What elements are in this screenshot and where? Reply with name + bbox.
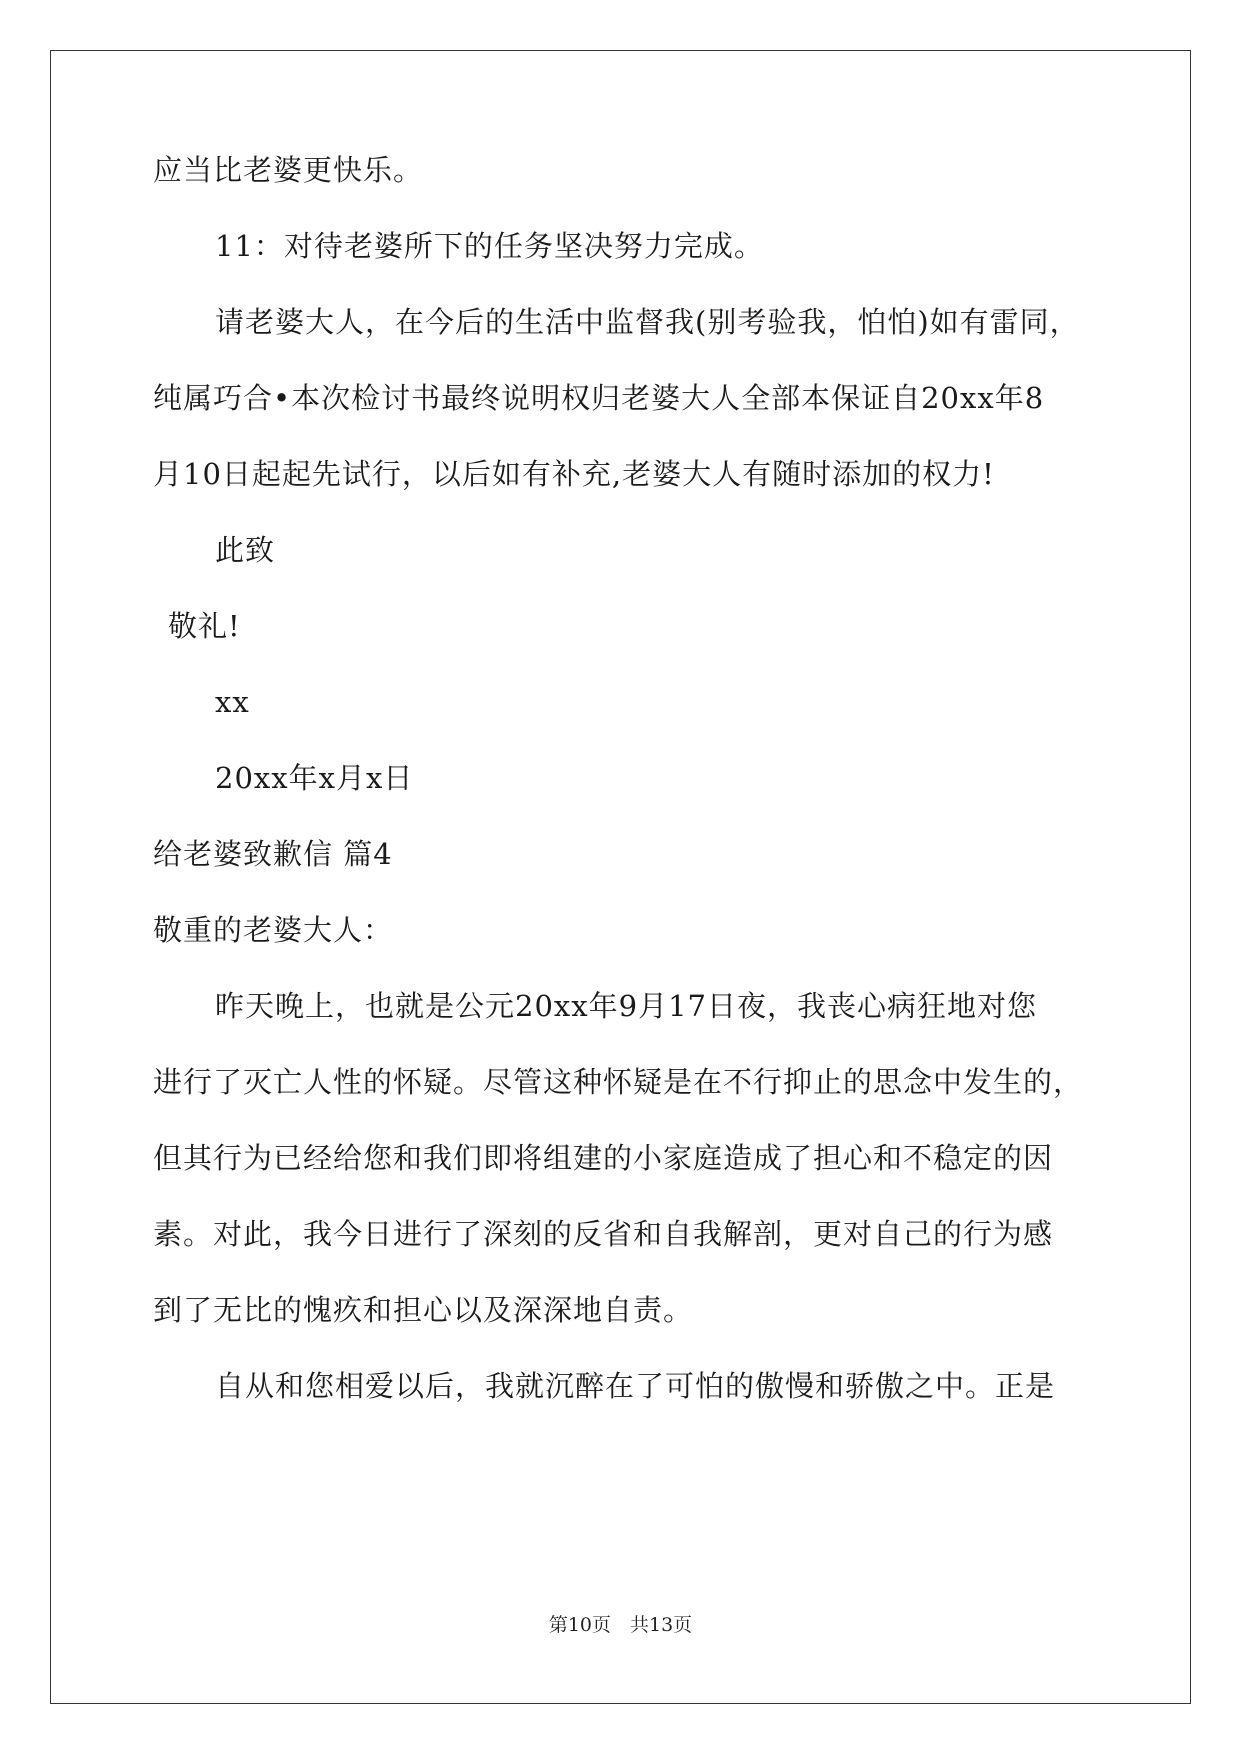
page-number-footer: 第10页 共13页 — [548, 1614, 693, 1636]
signature-date: 20xx年x月x日 — [215, 761, 414, 795]
page-border — [50, 50, 1191, 1704]
text-line: 到了无比的愧疚和担心以及深深地自责。 — [153, 1293, 694, 1327]
text-line: 应当比老婆更快乐。 — [153, 153, 424, 187]
text-line: 纯属巧合•本次检讨书最终说明权归老婆大人全部本保证自20xx年8 — [153, 381, 1045, 415]
text-line: 11：对待老婆所下的任务坚决努力完成。 — [215, 229, 764, 263]
greeting-line: 敬重的老婆大人： — [153, 913, 394, 947]
section-title: 给老婆致歉信 篇4 — [153, 837, 393, 871]
text-line: 素。对此，我今日进行了深刻的反省和自我解剖，更对自己的行为感 — [153, 1217, 1054, 1251]
text-line: 进行了灭亡人性的怀疑。尽管这种怀疑是在不行抑止的思念中发生的， — [153, 1065, 1084, 1099]
text-line: 月10日起起先试行，以后如有补充,老婆大人有随时添加的权力! — [153, 457, 995, 491]
paragraph-start: 自从和您相爱以后，我就沉醉在了可怕的傲慢和骄傲之中。正是 — [215, 1369, 1056, 1403]
salutation-line: 此致 — [215, 533, 276, 567]
text-line: 但其行为已经给您和我们即将组建的小家庭造成了担心和不稳定的因 — [153, 1141, 1054, 1175]
closing-line: 敬礼! — [168, 609, 241, 643]
paragraph-start: 昨天晚上，也就是公元20xx年9月17日夜，我丧心病狂地对您 — [215, 989, 1037, 1023]
signature-name: xx — [215, 685, 250, 719]
paragraph-start: 请老婆大人，在今后的生活中监督我(别考验我，怕怕)如有雷同， — [215, 305, 1080, 339]
